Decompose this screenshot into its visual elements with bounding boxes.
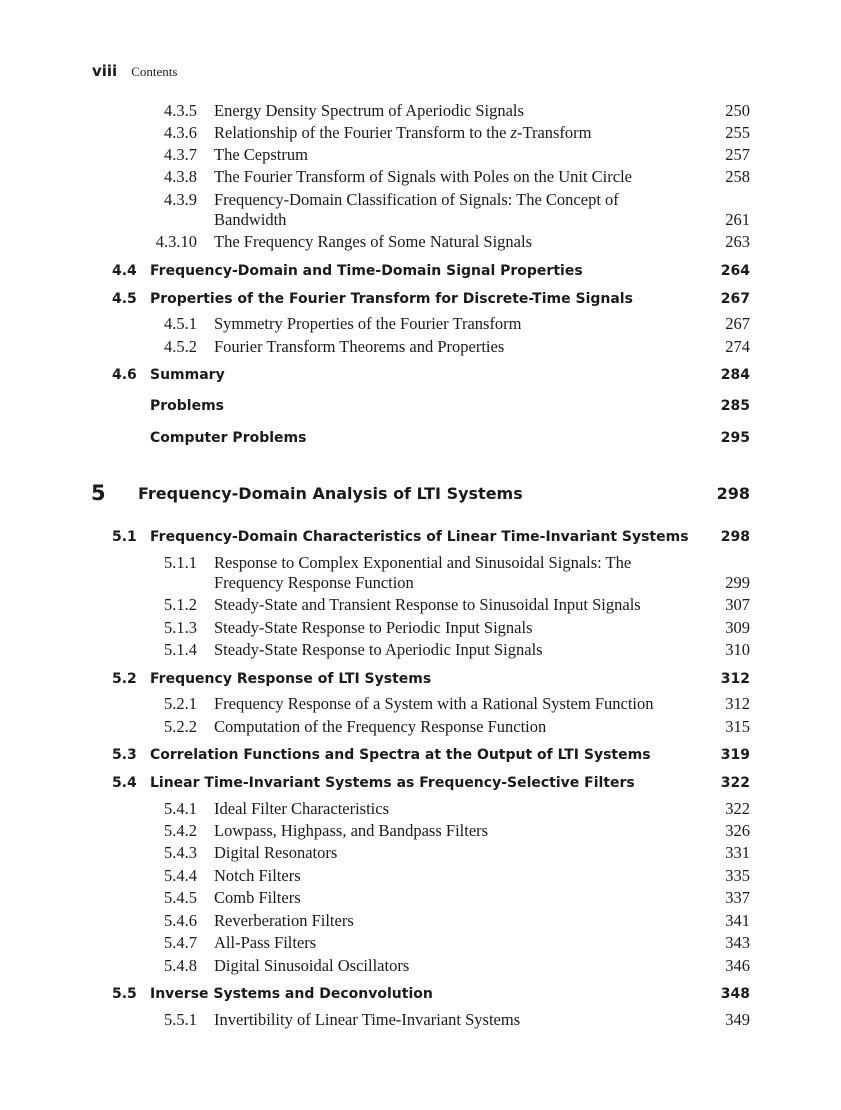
toc-section-4-5[interactable] <box>0 291 841 313</box>
entry-title: Lowpass, Highpass, and Bandpass Filters <box>214 821 489 840</box>
toc-entry-5-2-1[interactable] <box>0 694 841 716</box>
toc-section-5-3[interactable] <box>0 747 841 769</box>
entry-page: 261 <box>725 210 750 229</box>
entry-page: 343 <box>725 933 750 952</box>
section-page: 285 <box>720 398 750 414</box>
section-page: 348 <box>720 986 750 1002</box>
entry-title: Energy Density Spectrum of Aperiodic Signals <box>214 101 524 120</box>
toc-entry-4-3-10[interactable] <box>0 232 841 254</box>
toc-section-4-6[interactable] <box>0 367 841 389</box>
entry-number: 5.4.5 <box>164 888 197 907</box>
running-header <box>92 62 177 81</box>
section-page: 264 <box>720 263 750 279</box>
entry-title: Invertibility of Linear Time-Invariant Systems <box>214 1010 521 1029</box>
entry-number: 5.4.1 <box>164 799 197 818</box>
toc-entry-5-4-3[interactable] <box>0 843 841 865</box>
toc-section-5-4[interactable] <box>0 775 841 797</box>
entry-title: Symmetry Properties of the Fourier Transform <box>214 314 522 333</box>
toc-entry-5-4-6[interactable] <box>0 911 841 933</box>
toc-problems[interactable] <box>0 398 841 420</box>
toc-entry-4-3-5[interactable] <box>0 101 841 123</box>
toc-entry-5-4-5[interactable] <box>0 888 841 910</box>
toc-chapter-5[interactable] <box>0 481 841 506</box>
entry-title: Comb Filters <box>214 888 301 907</box>
entry-number: 5.4.8 <box>164 956 197 975</box>
entry-title: Steady-State Response to Aperiodic Input Signals <box>214 640 543 659</box>
entry-title: Frequency Response of a System with a Rational System Function <box>214 694 654 713</box>
chapter-page: 298 <box>716 484 750 503</box>
section-title: Computer Problems <box>150 430 307 446</box>
section-title: Problems <box>150 398 225 414</box>
section-page: 295 <box>720 430 750 446</box>
toc-entry-5-1-1[interactable] <box>0 553 841 575</box>
toc-entry-5-4-2[interactable] <box>0 821 841 843</box>
entry-title: Notch Filters <box>214 866 301 885</box>
entry-number: 4.3.7 <box>164 145 197 164</box>
entry-page: 309 <box>725 618 750 637</box>
entry-number: 5.1.2 <box>164 595 197 614</box>
toc-entry-5-1-1-continued[interactable] <box>0 573 841 595</box>
toc-entry-5-1-4[interactable] <box>0 640 841 662</box>
entry-title-continued: Frequency Response Function <box>214 573 414 592</box>
entry-page: 337 <box>725 888 750 907</box>
toc-entry-5-4-7[interactable] <box>0 933 841 955</box>
toc-section-5-2[interactable] <box>0 671 841 693</box>
toc-entry-4-5-2[interactable] <box>0 337 841 359</box>
section-title: Frequency-Domain Characteristics of Linear Time-Invariant Systems <box>150 529 689 545</box>
entry-number: 5.5.1 <box>164 1010 197 1029</box>
section-number: 4.5 <box>112 291 137 307</box>
entry-page: 349 <box>725 1010 750 1029</box>
toc-entry-5-5-1[interactable] <box>0 1010 841 1032</box>
toc-entry-4-3-6[interactable] <box>0 123 841 145</box>
entry-page: 322 <box>725 799 750 818</box>
entry-number: 5.1.1 <box>164 553 197 572</box>
section-title: Properties of the Fourier Transform for Discrete-Time Signals <box>150 291 633 307</box>
toc-entry-4-3-9[interactable] <box>0 190 841 212</box>
section-number: 5.5 <box>112 986 137 1002</box>
entry-number: 5.2.2 <box>164 717 197 736</box>
entry-number: 5.4.6 <box>164 911 197 930</box>
toc-computer-problems[interactable] <box>0 430 841 452</box>
entry-title: Fourier Transform Theorems and Properties <box>214 337 505 356</box>
entry-page: 257 <box>725 145 750 164</box>
toc-entry-4-3-8[interactable] <box>0 167 841 189</box>
section-page: 298 <box>720 529 750 545</box>
toc-entry-5-2-2[interactable] <box>0 717 841 739</box>
toc-entry-5-4-8[interactable] <box>0 956 841 978</box>
entry-page: 326 <box>725 821 750 840</box>
entry-title-continued: Bandwidth <box>214 210 287 229</box>
entry-number: 5.1.3 <box>164 618 197 637</box>
entry-title: Digital Sinusoidal Oscillators <box>214 956 410 975</box>
section-title: Inverse Systems and Deconvolution <box>150 986 433 1002</box>
entry-page: 335 <box>725 866 750 885</box>
section-title: Summary <box>150 367 225 383</box>
section-number: 4.6 <box>112 367 137 383</box>
entry-title: The Cepstrum <box>214 145 308 164</box>
entry-page: 250 <box>725 101 750 120</box>
entry-title: Frequency-Domain Classification of Signals: The Concept of <box>214 190 619 209</box>
entry-number: 5.4.3 <box>164 843 197 862</box>
section-page: 319 <box>720 747 750 763</box>
section-number: 5.2 <box>112 671 137 687</box>
entry-number: 5.2.1 <box>164 694 197 713</box>
entry-number: 4.3.10 <box>155 232 197 251</box>
entry-number: 5.4.2 <box>164 821 197 840</box>
entry-page: 307 <box>725 595 750 614</box>
section-title: Frequency Response of LTI Systems <box>150 671 432 687</box>
entry-title: Ideal Filter Characteristics <box>214 799 390 818</box>
entry-number: 5.4.4 <box>164 866 197 885</box>
chapter-number: 5 <box>91 481 106 505</box>
entry-title: All-Pass Filters <box>214 933 317 952</box>
entry-number: 4.5.2 <box>164 337 197 356</box>
entry-number: 5.1.4 <box>164 640 197 659</box>
section-page: 267 <box>720 291 750 307</box>
toc-entry-4-3-9-continued[interactable] <box>0 210 841 232</box>
section-title: Frequency-Domain and Time-Domain Signal Properties <box>150 263 583 279</box>
section-number: 5.4 <box>112 775 137 791</box>
toc-section-5-1[interactable] <box>0 529 841 551</box>
entry-page: 263 <box>725 232 750 251</box>
entry-title: Computation of the Frequency Response Function <box>214 717 547 736</box>
entry-page: 299 <box>725 573 750 592</box>
toc-entry-5-4-1[interactable] <box>0 799 841 821</box>
toc-entry-4-5-1[interactable] <box>0 314 841 336</box>
section-number: 5.1 <box>112 529 137 545</box>
page-number: viii <box>92 62 118 80</box>
entry-page: 310 <box>725 640 750 659</box>
entry-number: 4.3.5 <box>164 101 197 120</box>
toc-entry-5-4-4[interactable] <box>0 866 841 888</box>
entry-title: The Fourier Transform of Signals with Poles on the Unit Circle <box>214 167 632 186</box>
entry-number: 5.4.7 <box>164 933 197 952</box>
section-title: Linear Time-Invariant Systems as Frequency-Selective Filters <box>150 775 635 791</box>
entry-page: 312 <box>725 694 750 713</box>
section-number: 5.3 <box>112 747 137 763</box>
entry-page: 346 <box>725 956 750 975</box>
entry-title: Relationship of the Fourier Transform to the z-Transform <box>214 123 592 142</box>
entry-page: 274 <box>725 337 750 356</box>
entry-title: Digital Resonators <box>214 843 338 862</box>
entry-number: 4.3.6 <box>164 123 197 142</box>
entry-page: 315 <box>725 717 750 736</box>
entry-page: 331 <box>725 843 750 862</box>
chapter-title: Frequency-Domain Analysis of LTI Systems <box>138 484 523 503</box>
entry-title: The Frequency Ranges of Some Natural Signals <box>214 232 533 251</box>
entry-page: 255 <box>725 123 750 142</box>
section-page: 312 <box>720 671 750 687</box>
section-title: Correlation Functions and Spectra at the Output of LTI Systems <box>150 747 651 763</box>
toc-entry-5-1-3[interactable] <box>0 618 841 640</box>
entry-page: 341 <box>725 911 750 930</box>
entry-page: 258 <box>725 167 750 186</box>
entry-number: 4.3.8 <box>164 167 197 186</box>
section-number: 4.4 <box>112 263 137 279</box>
entry-title: Steady-State Response to Periodic Input Signals <box>214 618 533 637</box>
entry-title: Steady-State and Transient Response to Sinusoidal Input Signals <box>214 595 641 614</box>
entry-number: 4.5.1 <box>164 314 197 333</box>
entry-title: Response to Complex Exponential and Sinusoidal Signals: The <box>214 553 632 572</box>
toc-entry-4-3-7[interactable] <box>0 145 841 167</box>
section-page: 322 <box>720 775 750 791</box>
running-title: Contents <box>131 64 178 79</box>
toc-section-5-5[interactable] <box>0 986 841 1008</box>
toc-section-4-4[interactable] <box>0 263 841 285</box>
section-page: 284 <box>720 367 750 383</box>
entry-page: 267 <box>725 314 750 333</box>
entry-title: Reverberation Filters <box>214 911 354 930</box>
toc-entry-5-1-2[interactable] <box>0 595 841 617</box>
entry-number: 4.3.9 <box>164 190 197 209</box>
